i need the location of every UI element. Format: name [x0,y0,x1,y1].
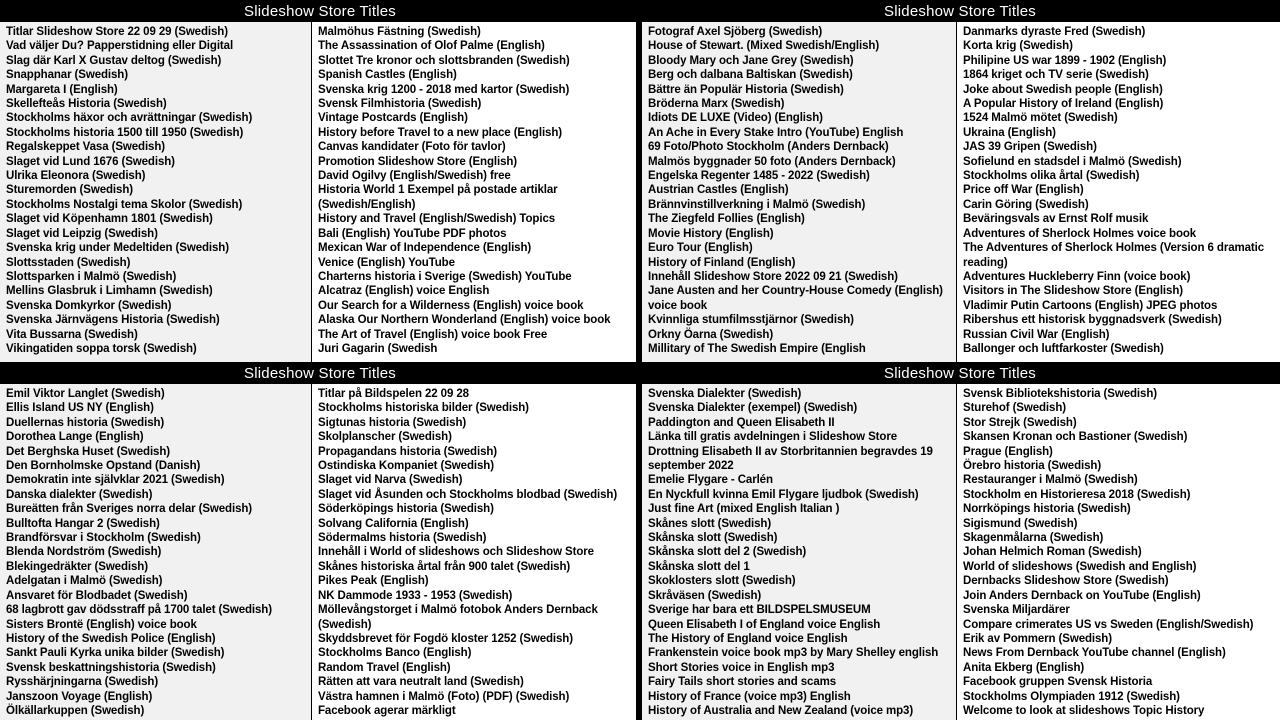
list-item: Skoklosters slott (Swedish) [648,575,796,588]
list-item: Söderköpings historia (Swedish) [318,503,494,516]
list-item: Vita Bussarna (Swedish) [6,328,138,341]
list-item: Skånes historiska årtal från 900 talet (Swedish) [318,560,571,573]
list-item: Bureätten från Sveriges norra delar (Swedish) [6,503,253,516]
list-item: Titlar på Bildspelen 22 09 28 [318,388,469,400]
list-item: Kvinnliga stumfilmsstjärnor (Swedish) [648,314,854,327]
list-item: Rysshärjningarna (Swedish) [6,676,159,689]
titles-column-bottom-2 [312,384,636,720]
list-item: Titlar Slideshow Store 22 09 29 (Swedish) [6,26,228,38]
list-item: Malmös byggnader 50 foto (Anders Dernback) [648,155,896,168]
list-item: Sankt Pauli Kyrka unika bilder (Swedish) [6,647,225,660]
list-item: Orkny Öarna (Swedish) [648,328,774,341]
list-item: Skånska slott del 2 (Swedish) [648,546,807,559]
list-item: Vladimir Putin Cartoons (English) JPEG photos [963,299,1218,312]
list-item: Innehåll i World of slideshows och Slideshow Store [318,546,594,559]
list-item: Skånska slott (Swedish) [648,532,778,545]
list-item: Svenska Dialekter (exempel) (Swedish) [648,402,858,415]
titles-column-top-2 [312,22,636,362]
list-item: Berg och dalbana Baltiskan (Swedish) [648,69,853,82]
list-item: Engelska Regenter 1485 - 2022 (Swedish) [648,170,870,183]
list-item: Promotion Slideshow Store (English) [318,155,518,168]
titles-column-bottom-3 [642,384,956,720]
list-item: Korta krig (Swedish) [963,40,1073,53]
list-item: Janszoon Voyage (English) [6,690,153,703]
list-item: Skråväsen (Swedish) [648,589,762,602]
list-item: Slaget vid Narva (Swedish) [318,474,463,487]
list-item: The Adventures of Sherlock Holmes (Version 6 dramatic reading) [963,242,1265,269]
list-item: Den Bornholmske Opstand (Danish) [6,460,201,473]
list-item: Demokratin inte självklar 2021 (Swedish) [6,474,225,487]
list-item: Blekingedräkter (Swedish) [6,560,148,573]
list-item: Carin Göring (Swedish) [963,198,1089,211]
list-item: Vad väljer Du? Papperstidning eller Digital [6,40,234,53]
list-item: Skånska slott del 1 [648,560,750,573]
list-item: Beväringsvals av Ernst Rolf musik [963,213,1149,226]
list-item: Historia World 1 Exempel på postade artiklar (Swedish/English) [318,184,558,211]
list-item: 1864 kriget och TV serie (Swedish) [963,69,1149,82]
list-item: Sigismund (Swedish) [963,517,1078,530]
list-item: Ostindiska Kompaniet (Swedish) [318,460,494,473]
list-item: The Assassination of Olof Palme (English) [318,40,545,53]
list-item: JAS 39 Gripen (Swedish) [963,141,1097,154]
list-item: Margareta I (English) [6,83,118,96]
list-item: Skagenmålarna (Swedish) [963,532,1104,545]
list-item: House of Stewart. (Mixed Swedish/English) [648,40,880,53]
list-item: Svenska krig 1200 - 2018 med kartor (Swedish) [318,83,570,96]
list-item: Brännvinstillverkning i Malmö (Swedish) [648,198,866,211]
list-item: Movie History (English) [648,227,774,240]
list-item: Slottsstaden (Swedish) [6,256,131,269]
list-item: Emelie Flygare - Carlén [648,474,773,487]
list-item: Skyddsbrevet för Fogdö kloster 1252 (Swedish) [318,632,573,645]
list-item: Join Anders Dernback on YouTube (English) [963,589,1201,602]
list-item: World of slideshows (Swedish and English) [963,560,1197,573]
middle-left-header-title: Slideshow Store Titles [244,365,396,382]
list-item: Slottet Tre kronor och slottsbranden (Swedish) [318,54,570,67]
list-item: Charterns historia i Sverige (Swedish) YouTube [318,270,572,283]
list-item: History and Travel (English/Swedish) Topics [318,213,556,226]
list-item: History of Finland (English) [648,256,796,269]
list-item: Ölkällarkuppen (Swedish) [6,704,145,717]
list-item: Our Search for a Wilderness (English) voice book [318,299,584,312]
list-item: Möllevångstorget i Malmö fotobok Anders Dernback (Swedish) [318,604,598,631]
list-item: Slag där Karl X Gustav deltog (Swedish) [6,54,222,67]
list-item: Länka till gratis avdelningen i Slideshow Store [648,431,897,444]
list-item: Skolplanscher (Swedish) [318,431,452,444]
list-item: Stor Strejk (Swedish) [963,416,1077,429]
list-item: An Ache in Every Stake Intro (YouTube) English [648,126,904,139]
list-item: Brandförsvar i Stockholm (Swedish) [6,532,201,545]
list-item: Stockholms Banco (English) [318,647,472,660]
list-item: Stockholms häxor och avrättningar (Swedish) [6,112,253,125]
list-item: Short Stories voice in English mp3 [648,661,835,674]
list-item: The Ziegfeld Follies (English) [648,213,805,226]
list-item: Innehåll Slideshow Store 2022 09 21 (Swedish) [648,270,898,283]
titles-column-top-3 [642,22,956,362]
list-item: A Popular History of Ireland (English) [963,98,1164,111]
list-item: Paddington and Queen Elisabeth II [648,416,835,429]
list-item: The Art of Travel (English) voice book Free [318,328,548,341]
list-item: 68 lagbrott gav dödsstraff på 1700 talet (Swedish) [6,604,272,617]
list-item: Dorothea Lange (English) [6,431,144,444]
top-right-header-title: Slideshow Store Titles [884,2,1036,20]
list-item: Jane Austen and her Country-House Comedy (English) voice book [648,285,943,312]
list-item: Bröderna Marx (Swedish) [648,98,785,111]
list-item: Bloody Mary och Jane Grey (Swedish) [648,54,854,67]
list-item: Alcatraz (English) voice English [318,285,490,298]
list-item: 1524 Malmö mötet (Swedish) [963,112,1118,125]
list-item: Vintage Postcards (English) [318,112,468,125]
list-item: Bättre än Populär Historia (Swedish) [648,83,844,96]
list-item: Örebro historia (Swedish) [963,460,1102,473]
list-item: Stockholms historia 1500 till 1950 (Swedish) [6,126,244,139]
list-item: Svenska Domkyrkor (Swedish) [6,299,172,312]
list-item: Price off War (English) [963,184,1084,197]
list-item: Bulltofta Hangar 2 (Swedish) [6,517,160,530]
list-item: Drottning Elisabeth II av Storbritannien begravdes 19 september 2022 [648,445,933,473]
list-item: Svenska Dialekter (Swedish) [648,388,802,400]
list-item: Adelgatan i Malmö (Swedish) [6,575,163,588]
list-item: Ansvaret för Blodbadet (Swedish) [6,589,188,602]
list-item: Adventures of Sherlock Holmes voice book [963,227,1197,240]
list-item: History of France (voice mp3) English [648,690,851,703]
list-item: Ellis Island US NY (English) [6,402,154,415]
list-item: Ribershus ett historisk byggnadsverk (Swedish) [963,314,1222,327]
list-item: Slaget vid Åsunden och Stockholms blodbad (Swedish) [318,488,618,501]
top-left-header-title: Slideshow Store Titles [244,2,396,20]
middle-right-header-title: Slideshow Store Titles [884,365,1036,382]
list-item: Fairy Tails short stories and scams [648,676,837,689]
list-item: Skellefteås Historia (Swedish) [6,98,167,111]
list-item: Regalskeppet Vasa (Swedish) [6,141,166,154]
list-item: David Ogilvy (English/Swedish) free [318,170,511,183]
list-item: Stockholms olika årtal (Swedish) [963,170,1140,183]
list-item: Södermalms historia (Swedish) [318,532,487,545]
list-item: Juri Gagarin (Swedish [318,342,438,355]
list-item: Sturemorden (Swedish) [6,184,133,197]
list-item: Frankenstein voice book mp3 by Mary Shelley english [648,647,939,660]
list-item: News From Dernback YouTube channel (English) [963,647,1226,660]
list-item: Erik av Pommern (Swedish) [963,632,1112,645]
list-item: Malmöhus Fästning (Swedish) [318,26,481,38]
list-item: Austrian Castles (English) [648,184,789,197]
middle-header-bar [0,363,1280,384]
list-item: Facebook gruppen Svensk Historia [963,676,1153,689]
list-item: Johan Helmich Roman (Swedish) [963,546,1142,559]
titles-column-bottom-1 [0,384,311,720]
list-item: Skansen Kronan och Bastioner (Swedish) [963,431,1188,444]
list-item: Svensk Bibliotekshistoria (Swedish) [963,388,1157,400]
list-item: Ulrika Eleonora (Swedish) [6,170,146,183]
list-item: 69 Foto/Photo Stockholm (Anders Dernback) [648,141,889,154]
list-item: Euro Tour (English) [648,242,753,255]
list-item: Det Berghska Huset (Swedish) [6,445,170,458]
list-item: Prague (English) [963,445,1053,458]
list-item: Pikes Peak (English) [318,575,429,588]
list-item: Alaska Our Northern Wonderland (English) voice book [318,314,611,327]
list-item: History of Australia and New Zealand (voice mp3) [648,704,914,717]
list-item: Philipine US war 1899 - 1902 (English) [963,54,1167,67]
list-item: Emil Viktor Langlet (Swedish) [6,388,165,400]
list-item: Sigtunas historia (Swedish) [318,416,467,429]
list-item: Slaget vid Köpenhamn 1801 (Swedish) [6,213,213,226]
list-item: Slaget vid Leipzig (Swedish) [6,227,158,240]
list-item: Canvas kandidater (Foto för tavlor) [318,141,506,154]
list-item: Adventures Huckleberry Finn (voice book) [963,270,1191,283]
list-item: Propagandans historia (Swedish) [318,445,498,458]
list-item: Anita Ekberg (English) [963,661,1085,674]
titles-column-top-1 [0,22,311,362]
list-item: Compare crimerates US vs Sweden (English/Swedish) [963,618,1254,631]
list-item: Ballonger och luftfarkoster (Swedish) [963,342,1164,355]
list-item: Solvang California (English) [318,517,469,530]
list-item: Stockholm en Historieresa 2018 (Swedish) [963,488,1191,501]
top-header-bar [0,0,1280,22]
list-item: Slottsparken i Malmö (Swedish) [6,270,177,283]
list-item: Spanish Castles (English) [318,69,457,82]
list-item: Danska dialekter (Swedish) [6,488,153,501]
list-item: Mellins Glasbruk i Limhamn (Swedish) [6,285,213,298]
list-item: Blenda Nordström (Swedish) [6,546,162,559]
list-item: Västra hamnen i Malmö (Foto) (PDF) (Swedish) [318,690,570,703]
list-item: Fotograf Axel Sjöberg (Swedish) [648,26,823,38]
list-item: Mexican War of Independence (English) [318,242,532,255]
list-item: Sofielund en stadsdel i Malmö (Swedish) [963,155,1182,168]
list-item: History before Travel to a new place (English) [318,126,562,139]
list-item: Venice (English) YouTube [318,256,455,269]
list-item: Sturehof (Swedish) [963,402,1066,415]
list-item: Queen Elisabeth I of England voice English [648,618,881,631]
list-item: Danmarks dyraste Fred (Swedish) [963,26,1146,38]
list-item: Millitary of The Swedish Empire (English [648,342,866,355]
list-item: Joke about Swedish people (English) [963,83,1163,96]
list-item: Just fine Art (mixed English Italian ) [648,503,840,516]
list-item: Svensk beskattningshistoria (Swedish) [6,661,216,674]
list-item: En Nyckfull kvinna Emil Flygare ljudbok (Swedish) [648,488,919,501]
list-item: Snapphanar (Swedish) [6,69,128,82]
list-item: The History of England voice English [648,632,848,645]
list-item: Sverige har bara ett BILDSPELSMUSEUM [648,604,871,617]
list-item: NK Dammode 1933 - 1953 (Swedish) [318,589,513,602]
list-item: Visitors in The Slideshow Store (English) [963,285,1183,298]
list-item: Random Travel (English) [318,661,451,674]
titles-column-top-4 [957,22,1280,362]
list-item: Svenska krig under Medeltiden (Swedish) [6,242,229,255]
list-item: Dernbacks Slideshow Store (Swedish) [963,575,1169,588]
list-item: Bali (English) YouTube PDF photos [318,227,507,240]
list-item: Idiots DE LUXE (Video) (English) [648,112,823,125]
titles-column-bottom-4 [957,384,1280,720]
list-item: Svenska Järnvägens Historia (Swedish) [6,314,220,327]
list-item: Svenska Miljardärer [963,604,1070,617]
list-item: Norrköpings historia (Swedish) [963,503,1131,516]
list-item: Duellernas historia (Swedish) [6,416,165,429]
list-item: Stockholms historiska bilder (Swedish) [318,402,529,415]
list-item: Sisters Brontë (English) voice book [6,618,197,631]
list-item: Svensk Filmhistoria (Swedish) [318,98,482,111]
list-item: Russian Civil War (English) [963,328,1110,341]
list-item: Facebook agerar märkligt [318,704,456,717]
list-item: Restauranger i Malmö (Swedish) [963,474,1138,487]
list-item: Stockholms Nostalgi tema Skolor (Swedish) [6,198,243,211]
list-item: Slaget vid Lund 1676 (Swedish) [6,155,175,168]
list-item: Ukraina (English) [963,126,1056,139]
list-item: Stockholms Olympiaden 1912 (Swedish) [963,690,1180,703]
list-item: Skånes slott (Swedish) [648,517,772,530]
list-item: Welcome to look at slideshows Topic History [963,704,1205,717]
list-item: History of the Swedish Police (English) [6,632,216,645]
list-item: Rätten att vara neutralt land (Swedish) [318,676,524,689]
list-item: Vikingatiden soppa torsk (Swedish) [6,342,197,355]
